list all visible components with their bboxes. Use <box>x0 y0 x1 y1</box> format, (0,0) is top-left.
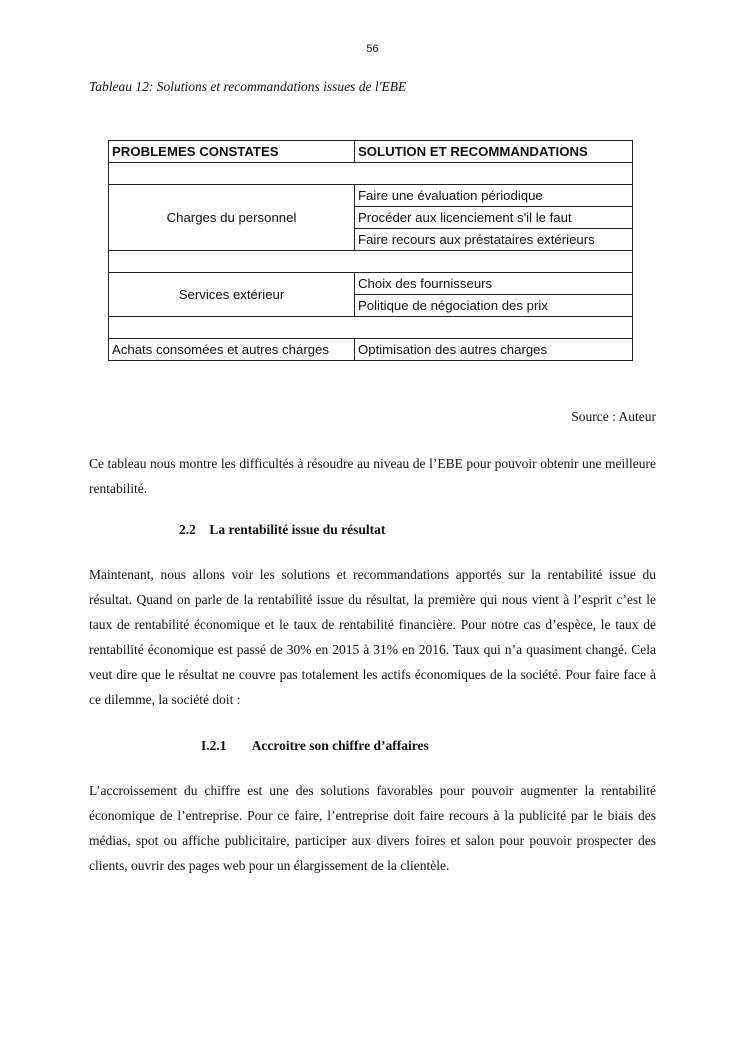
header-problems: PROBLEMES CONSTATES <box>109 141 355 163</box>
page-number: 56 <box>366 43 379 55</box>
solution-cell: Politique de négociation des prix <box>355 295 633 317</box>
spacer-row <box>109 317 633 339</box>
solutions-table <box>108 140 633 361</box>
problem-cell: Achats consomées et autres charges <box>109 339 355 361</box>
problem-cell: Charges du personnel <box>109 185 355 251</box>
paragraph-intro: Ce tableau nous montre les difficultés à résoudre au niveau de l’EBE pour pouvoir obtenir une meilleure rentabilité. <box>89 456 656 496</box>
solution-cell: Faire recours aux préstataires extérieurs <box>355 229 633 251</box>
paragraph-results: Maintenant, nous allons voir les solutions et recommandations apportés sur la rentabilité issue du résultat. Quand on parle de la rentabilité issue du résultat, la première qui nous vient à l’esprit c’est le taux de rentabilité économique et le taux de rentabilité financière. Pour notre cas d’espèce, le taux de rentabilité économique est passé de 30% en 2015 à 31% en 2016. Taux qui n’a quasiment changé. Cela veut dire que le résultat ne couvre pas totalement les actifs économiques de la société. Pour faire face à ce dilemme, la société doit : <box>89 567 656 707</box>
solution-cell: Faire une évaluation périodique <box>355 185 633 207</box>
spacer-row <box>109 251 633 273</box>
table-row <box>109 273 633 295</box>
header-solutions: SOLUTION ET RECOMMANDATIONS <box>355 141 633 163</box>
solution-cell: Procéder aux licenciement s'il le faut <box>355 207 633 229</box>
table-header-row <box>109 141 633 163</box>
section-number: 2.2 <box>179 522 196 537</box>
source-note: Source : Auteur <box>571 409 656 424</box>
subsection-title: Accroitre son chiffre d’affaires <box>251 738 429 753</box>
subsection-number: I.2.1 <box>201 738 227 753</box>
table-caption: Tableau 12: Solutions et recommandations issues de l'EBE <box>89 79 407 94</box>
solution-cell: Optimisation des autres charges <box>355 339 633 361</box>
section-title: La rentabilité issue du résultat <box>209 522 386 537</box>
subsection-heading <box>201 738 429 754</box>
spacer-row <box>109 163 633 185</box>
solution-cell: Choix des fournisseurs <box>355 273 633 295</box>
table-row <box>109 339 633 361</box>
section-heading <box>179 522 385 538</box>
table-row <box>109 185 633 207</box>
problem-cell: Services extérieur <box>109 273 355 317</box>
paragraph-revenue: L’accroissement du chiffre est une des solutions favorables pour pouvoir augmenter la rentabilité économique de l’entreprise. Pour ce faire, l’entreprise doit faire recours à la publicité par le biais des médias, spot ou affiche publicitaire, participer aux divers foires et salon pour pouvoir prospecter des clients, ouvrir des pages web pour un élargissement de la clientèle. <box>89 783 656 873</box>
